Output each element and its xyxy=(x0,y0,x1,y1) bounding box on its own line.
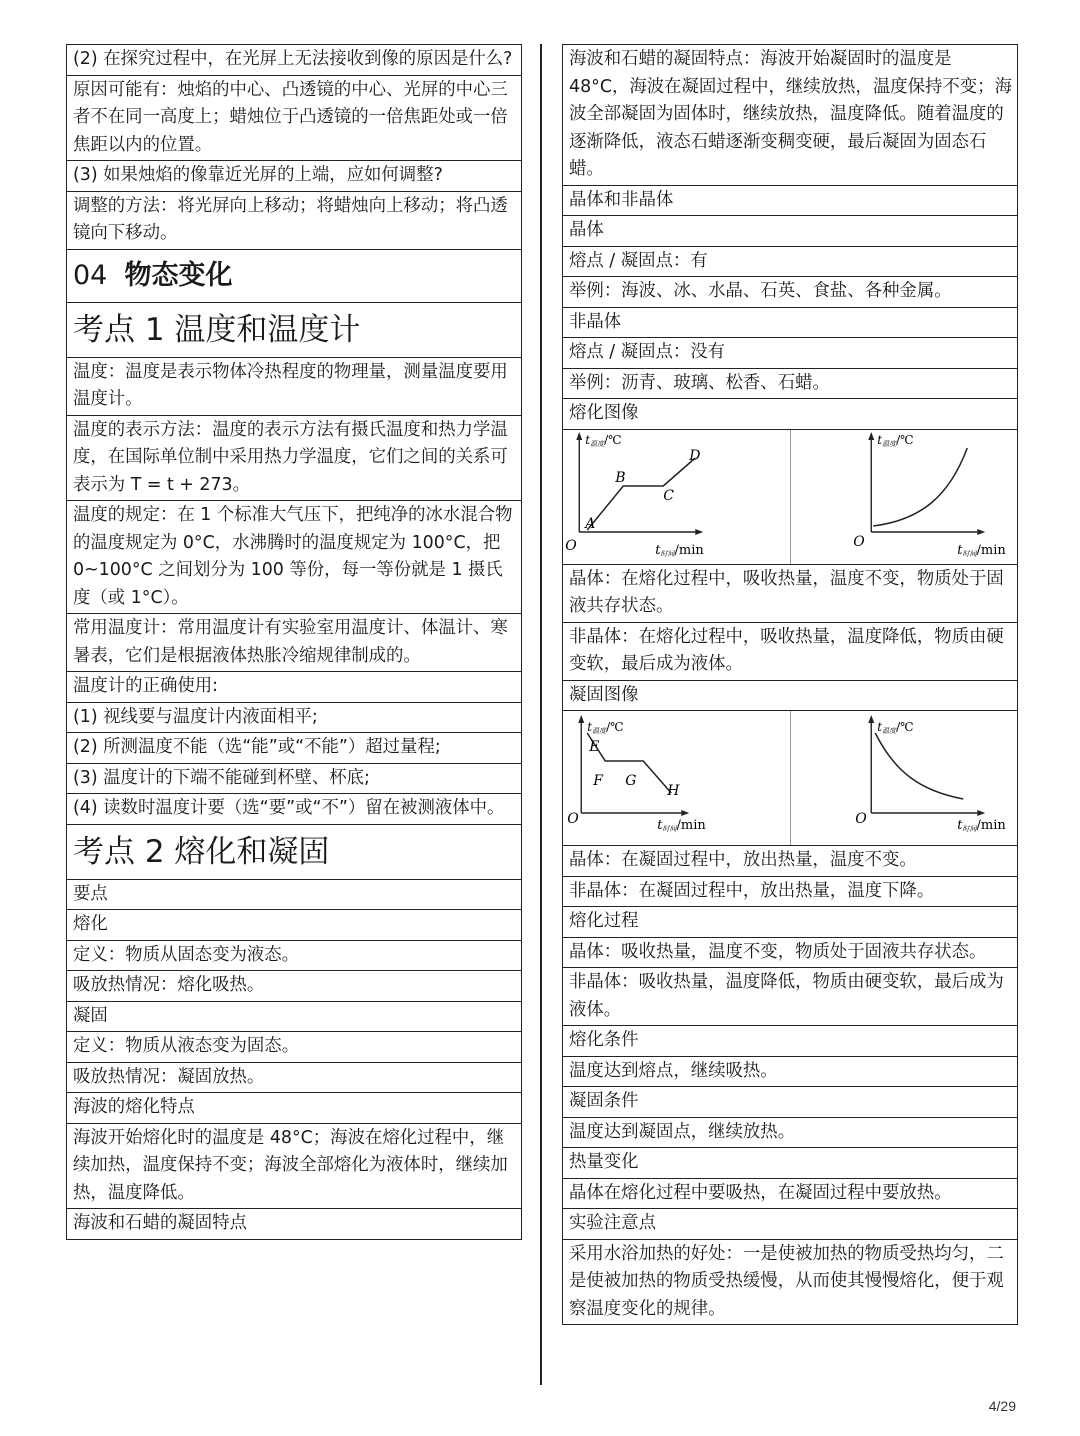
column-divider xyxy=(540,44,542,1385)
page-number: 4/29 xyxy=(988,1398,1016,1414)
left-column xyxy=(66,44,522,1240)
point-b-label: B xyxy=(615,469,626,486)
x-axis-label: t时间/min xyxy=(956,818,1006,833)
text-row: 熔化图像 xyxy=(563,399,1017,430)
text-row: 晶体 xyxy=(563,216,1017,247)
text-row: 海波的熔化特点 xyxy=(67,1093,521,1124)
chapter-number: 04 xyxy=(73,259,108,291)
chapter-title: 物态变化 xyxy=(124,259,233,291)
text-row: 熔化 xyxy=(67,910,521,941)
x-axis-arrow xyxy=(695,529,703,535)
chapter-heading xyxy=(67,250,521,303)
y-axis-label: t温度/℃ xyxy=(876,720,914,735)
text-row: 晶体：吸收热量，温度不变，物质处于固液共存状态。 xyxy=(563,938,1017,969)
text-row: 实验注意点 xyxy=(563,1209,1017,1240)
amorphous-melting-svg xyxy=(791,430,1018,564)
text-row: 凝固条件 xyxy=(563,1087,1017,1118)
text-row: 热量变化 xyxy=(563,1148,1017,1179)
solidifying-graph-figure xyxy=(563,711,1017,846)
text-row: (2) 所测温度不能（选“能”或“不能”）超过量程; xyxy=(67,733,521,764)
text-row: 常用温度计：常用温度计有实验室用温度计、体温计、寒暑表，它们是根据液体热胀冷缩规律制成的。 xyxy=(67,614,521,672)
left-table xyxy=(66,44,522,1240)
text-row: 要点 xyxy=(67,880,521,911)
text-row: 非晶体：在熔化过程中，吸收热量，温度降低，物质由硬变软，最后成为液体。 xyxy=(563,623,1017,681)
y-axis-arrow xyxy=(868,715,874,723)
text-row: (3) 如果烛焰的像靠近光屏的上端，应如何调整? xyxy=(67,161,521,192)
point-g-label: G xyxy=(625,773,637,789)
text-row: (4) 读数时温度计要（选“要”或“不”）留在被测液体中。 xyxy=(67,794,521,825)
melting-curve xyxy=(587,458,695,530)
point-e-label: E xyxy=(589,739,600,755)
solidifying-curve xyxy=(875,733,963,799)
x-axis-label: t时间/min xyxy=(956,542,1006,558)
text-row: 采用水浴加热的好处：一是使被加热的物质受热均匀，二是使被加热的物质受热缓慢，从而使其慢慢熔化，便于观察温度变化的规律。 xyxy=(563,1240,1017,1326)
text-row: 晶体：在熔化过程中，吸收热量，温度不变，物质处于固液共存状态。 xyxy=(563,565,1017,623)
origin-label: O xyxy=(565,537,577,554)
melting-curve xyxy=(873,448,967,526)
point-d-label: D xyxy=(689,447,701,464)
origin-label: O xyxy=(854,811,867,827)
text-row: 凝固 xyxy=(67,1002,521,1033)
y-axis-arrow xyxy=(578,715,584,723)
text-row: 温度的表示方法：温度的表示方法有摄氏温度和热力学温度，在国际单位制中采用热力学温度，它们之间的关系可表示为 T = t + 273。 xyxy=(67,416,521,502)
text-row: 海波和石蜡的凝固特点：海波开始凝固时的温度是 48°C，海波在凝固过程中，继续放热，温度保持不变；海波全部凝固为固体时，继续放热，温度降低。随着温度的逐渐降低，液态石蜡逐渐变稠变硬，最后凝固为固态石蜡。 xyxy=(563,45,1017,186)
text-row: (2) 在探究过程中，在光屏上无法接收到像的原因是什么? xyxy=(67,45,521,76)
text-row: 吸放热情况：熔化吸热。 xyxy=(67,971,521,1002)
melting-graph-figure xyxy=(563,430,1017,565)
text-row: 举例：沥青、玻璃、松香、石蜡。 xyxy=(563,369,1017,400)
point-c-label: C xyxy=(663,487,674,504)
amorphous-melting-graph xyxy=(791,430,1018,564)
text-row: 吸放热情况：凝固放热。 xyxy=(67,1063,521,1094)
text-row: 海波开始熔化时的温度是 48°C；海波在熔化过程中，继续加热，温度保持不变；海波全部熔化为液体时，继续加热，温度降低。 xyxy=(67,1124,521,1210)
x-axis-label: t时间/min xyxy=(655,542,704,558)
point-h-label: H xyxy=(667,783,680,799)
y-axis-arrow xyxy=(576,432,582,440)
text-row: 举例：海波、冰、水晶、石英、食盐、各种金属。 xyxy=(563,277,1017,308)
text-row: 原因可能有：烛焰的中心、凸透镜的中心、光屏的中心三者不在同一高度上；蜡烛位于凸透镜的一倍焦距处或一倍焦距以内的位置。 xyxy=(67,76,521,162)
amorphous-solidifying-svg xyxy=(791,711,1018,845)
x-axis-arrow xyxy=(681,810,689,816)
y-axis-label: t温度/℃ xyxy=(876,432,914,448)
crystal-solidifying-svg xyxy=(563,711,790,845)
x-axis-arrow xyxy=(977,810,985,816)
crystal-melting-graph xyxy=(563,430,791,564)
text-row: 晶体在熔化过程中要吸热，在凝固过程中要放热。 xyxy=(563,1179,1017,1210)
text-row: 晶体：在凝固过程中，放出热量，温度不变。 xyxy=(563,846,1017,877)
origin-label: O xyxy=(852,533,865,550)
origin-label: O xyxy=(567,811,579,827)
text-row: 熔化条件 xyxy=(563,1026,1017,1057)
text-row: 温度达到熔点，继续吸热。 xyxy=(563,1057,1017,1088)
x-axis-arrow xyxy=(977,529,985,535)
text-row: (1) 视线要与温度计内液面相平; xyxy=(67,703,521,734)
text-row: 海波和石蜡的凝固特点 xyxy=(67,1209,521,1240)
point-a-label: A xyxy=(585,515,596,532)
right-table xyxy=(562,44,1018,1325)
y-axis-label: t温度/℃ xyxy=(585,432,622,448)
text-row: 温度计的正确使用: xyxy=(67,672,521,703)
text-row: 晶体和非晶体 xyxy=(563,186,1017,217)
text-row: 温度达到凝固点，继续放热。 xyxy=(563,1118,1017,1149)
text-row: 调整的方法：将光屏向上移动；将蜡烛向上移动；将凸透镜向下移动。 xyxy=(67,192,521,250)
section-heading: 考点 2 熔化和凝固 xyxy=(67,825,521,880)
crystal-solidifying-graph xyxy=(563,711,791,845)
text-row: 熔点 / 凝固点：有 xyxy=(563,247,1017,278)
section-heading: 考点 1 温度和温度计 xyxy=(67,303,521,358)
text-row: 凝固图像 xyxy=(563,681,1017,712)
text-row: 定义：物质从液态变为固态。 xyxy=(67,1032,521,1063)
text-row: 温度：温度是表示物体冷热程度的物理量，测量温度要用温度计。 xyxy=(67,358,521,416)
crystal-melting-svg xyxy=(563,430,790,564)
text-row: 熔点 / 凝固点：没有 xyxy=(563,338,1017,369)
amorphous-solidifying-graph xyxy=(791,711,1018,845)
text-row: 定义：物质从固态变为液态。 xyxy=(67,941,521,972)
x-axis-label: t时间/min xyxy=(657,818,706,833)
text-row: 非晶体：在凝固过程中，放出热量，温度下降。 xyxy=(563,877,1017,908)
y-axis-label: t温度/℃ xyxy=(587,720,624,735)
y-axis-arrow xyxy=(868,432,874,440)
point-f-label: F xyxy=(593,773,603,789)
text-row: 非晶体：吸收热量，温度降低，物质由硬变软，最后成为液体。 xyxy=(563,968,1017,1026)
text-row: (3) 温度计的下端不能碰到杯壁、杯底; xyxy=(67,764,521,795)
text-row: 熔化过程 xyxy=(563,907,1017,938)
text-row: 温度的规定：在 1 个标准大气压下，把纯净的冰水混合物的温度规定为 0°C，水沸腾时的温度规定为 100°C，把 0~100°C 之间划分为 100 等份，每一等份就是 1 摄氏度（或 1°C）。 xyxy=(67,501,521,614)
text-row: 非晶体 xyxy=(563,308,1017,339)
right-column xyxy=(562,44,1018,1325)
